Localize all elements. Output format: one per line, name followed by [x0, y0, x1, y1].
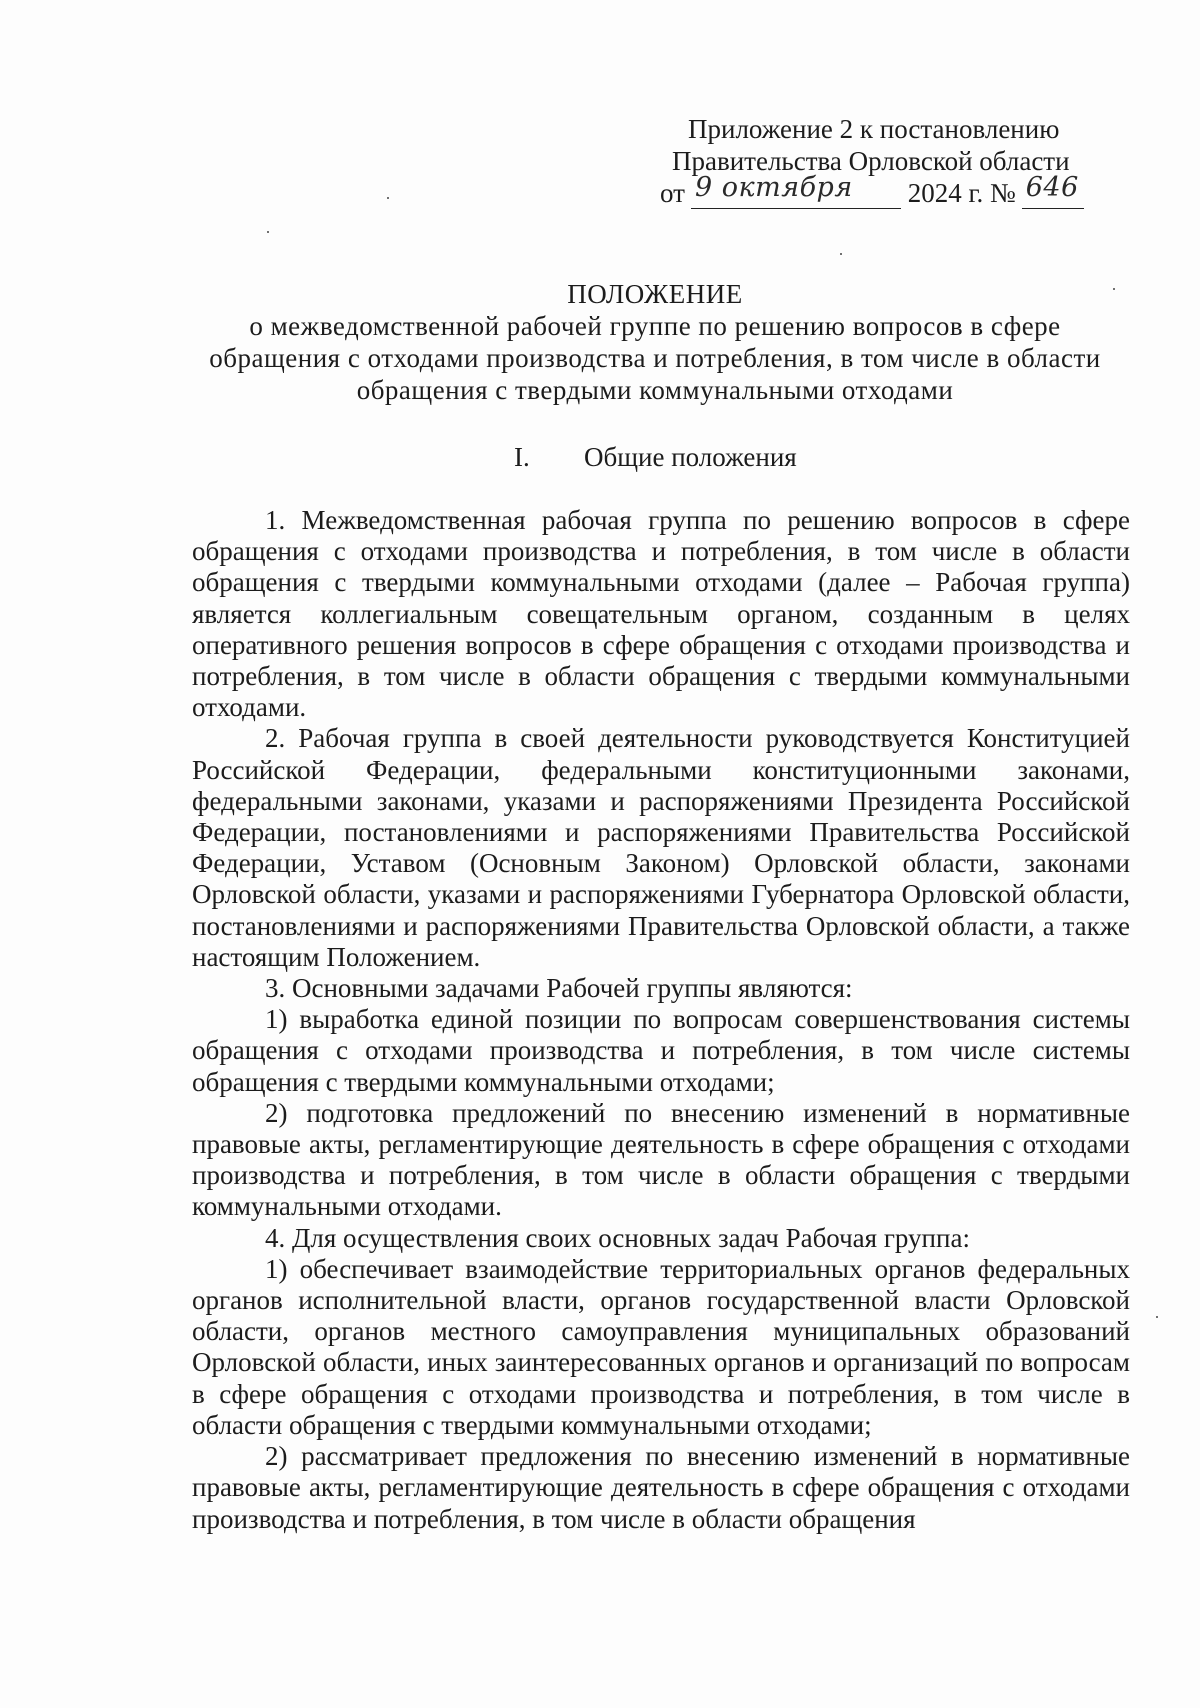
scan-speck	[387, 197, 389, 199]
number-blank	[1022, 172, 1084, 209]
section-number: I.	[514, 442, 530, 472]
paragraph-4-item-2: 2) рассматривает предложения по внесению изменений в нормативные правовые акты, регламентирующие деятельность в сфере обращения с отходами производства и потребления, в том числе в области обращения	[192, 1441, 1130, 1534]
title-line-3: обращения с твердыми коммунальными отходами	[356, 375, 954, 405]
scan-speck	[1156, 1316, 1158, 1318]
scan-speck	[1113, 288, 1115, 290]
paragraph-3-item-1: 1) выработка единой позиции по вопросам совершенствования системы обращения с отходами производства и потребления, в том числе системы обращения с твердыми коммунальными отходами;	[192, 1004, 1130, 1097]
paragraph-1: 1. Межведомственная рабочая группа по решению вопросов в сфере обращения с отходами производства и потребления, в том числе в области обращения с твердыми коммунальными отходами (далее – Рабочая группа) является коллегиальным совещательным органом, созданным в целях оперативного решения вопросов в сфере обращения с отходами производства и потребления, в том числе в области обращения с твердыми коммунальными отходами.	[192, 505, 1130, 723]
title-line-1: о межведомственной рабочей группе по решению вопросов в сфере	[249, 311, 1061, 341]
date-blank	[691, 172, 901, 209]
paragraph-4: 4. Для осуществления своих основных задач Рабочая группа:	[265, 1222, 970, 1253]
attachment-year: 2024 г. №	[907, 178, 1016, 208]
scan-speck	[840, 253, 842, 255]
section-name: Общие положения	[584, 442, 797, 472]
title-line-2: обращения с отходами производства и потребления, в том числе в области	[209, 343, 1101, 373]
paragraph-2: 2. Рабочая группа в своей деятельности руководствуется Конституцией Российской Федерации, федеральными конституционными законами, федеральными законами, указами и распоряжениями Президента Российской Федерации, постановлениями и распоряжениями Правительства Российской Федерации, Уставом (Основным Законом) Орловской области, законами Орловской области, указами и распоряжениями Губернатора Орловской области, постановлениями и распоряжениями Правительства Орловской области, а также настоящим Положением.	[192, 723, 1130, 972]
paragraph-3: 3. Основными задачами Рабочей группы являются:	[265, 973, 853, 1004]
attachment-line-1: Приложение 2 к постановлению	[688, 114, 1060, 144]
document-body	[192, 505, 1130, 1535]
handwritten-date: 9 октября	[694, 172, 853, 203]
attachment-header	[660, 113, 1140, 211]
attachment-line-2: Правительства Орловской области	[672, 146, 1070, 176]
paragraph-3-item-2: 2) подготовка предложений по внесению изменений в нормативные правовые акты, регламентирующие деятельность в сфере обращения с отходами производства и потребления, в том числе в области обращения с твердыми коммунальными отходами.	[192, 1097, 1130, 1222]
paragraph-4-item-1: 1) обеспечивает взаимодействие территориальных органов федеральных органов исполнительной власти, органов государственной власти Орловской области, органов местного самоуправления муниципальных образований Орловской области, иных заинтересованных органов и организаций по вопросам в сфере обращения с отходами производства и потребления, в том числе в области обращения с твердыми коммунальными отходами;	[192, 1253, 1130, 1440]
handwritten-number: 646	[1025, 172, 1079, 203]
scan-speck	[267, 231, 269, 233]
title-heading: ПОЛОЖЕНИЕ	[567, 279, 743, 309]
attachment-line-3	[660, 172, 1140, 211]
attachment-prefix: от	[660, 178, 685, 208]
document-title	[185, 278, 1125, 406]
